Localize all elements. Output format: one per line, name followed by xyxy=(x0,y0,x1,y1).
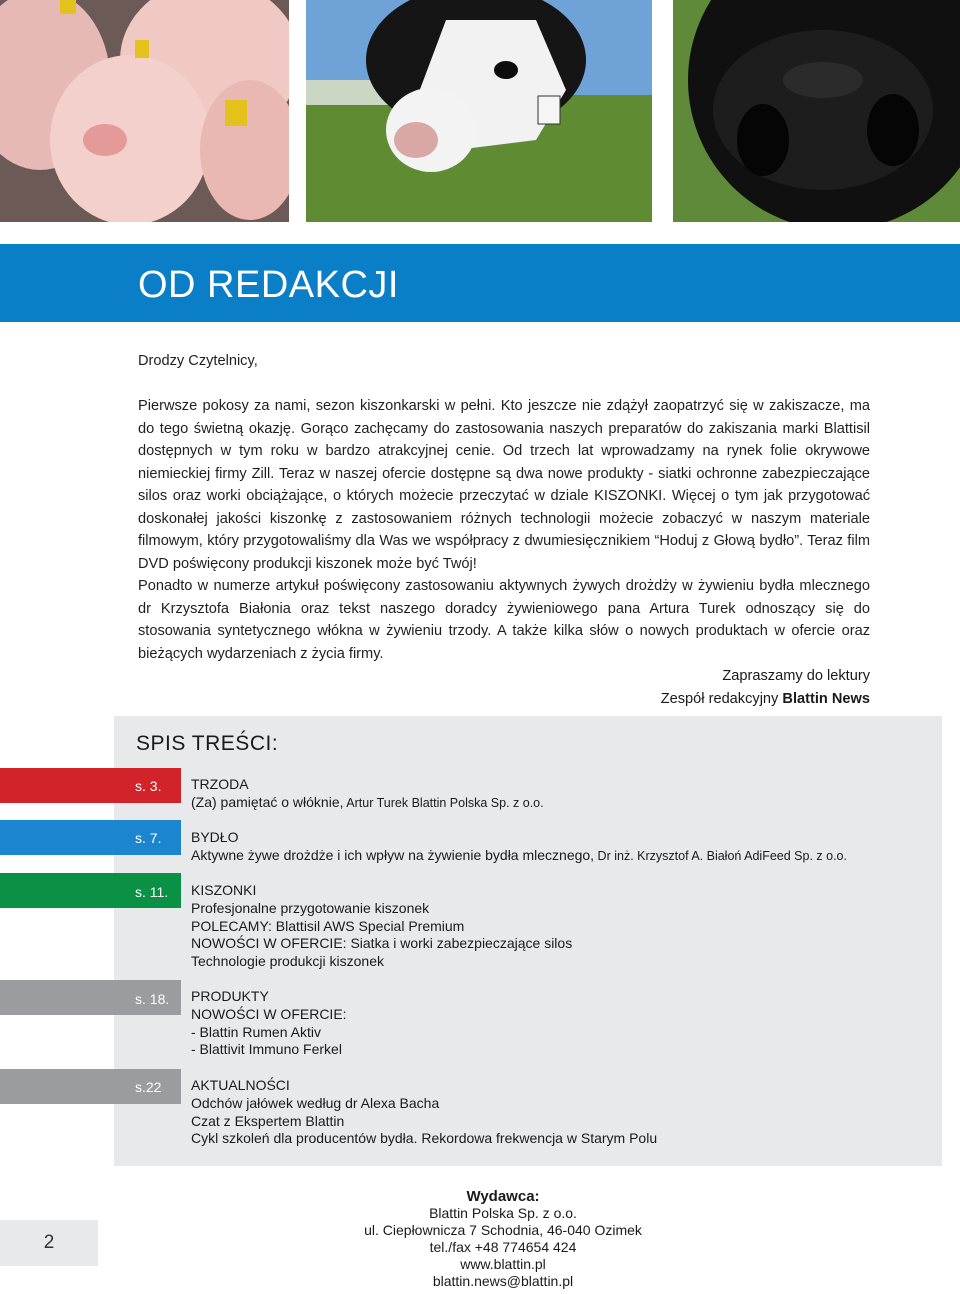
toc-entry-line: Technologie produkcji kiszonek xyxy=(191,953,384,970)
toc-entry-line: NOWOŚCI W OFERCIE: Siatka i worki zabezpieczające silos xyxy=(191,935,573,952)
toc-article-title: Aktywne żywe drożdże i ich wpływ na żywienie bydła mlecznego, xyxy=(191,846,595,863)
toc-page-number[interactable]: s. 18. xyxy=(135,991,170,1007)
toc-entry-line xyxy=(191,847,847,866)
toc-page-number[interactable]: s. 11. xyxy=(135,884,169,900)
toc-page-number[interactable]: s. 7. xyxy=(135,830,162,846)
toc-entry-line: - Blattivit Immuno Ferkel xyxy=(191,1041,342,1058)
toc-entry-produkty[interactable] xyxy=(191,988,347,1059)
toc-title: SPIS TREŚCI: xyxy=(136,732,279,755)
toc-entry-line: BYDŁO xyxy=(191,829,239,845)
section-banner xyxy=(0,244,960,322)
toc-entry-line: POLECAMY: Blattisil AWS Special Premium xyxy=(191,917,465,934)
letter-signature xyxy=(661,665,870,710)
letter-body xyxy=(138,395,870,665)
toc-entry-line: AKTUALNOŚCI xyxy=(191,1077,290,1093)
signature-line xyxy=(661,688,870,711)
publisher-heading: Wydawca: xyxy=(466,1188,540,1205)
publisher-phone: tel./fax +48 774654 424 xyxy=(429,1239,577,1255)
toc-article-author: Artur Turek Blattin Polska Sp. z o.o. xyxy=(343,795,544,810)
photo-nose xyxy=(673,0,960,222)
page-number: 2 xyxy=(43,1232,55,1253)
toc-entry-line: PRODUKTY xyxy=(191,988,269,1004)
toc-entry-line: TRZODA xyxy=(191,776,249,792)
toc-entry-line: Czat z Ekspertem Blattin xyxy=(191,1112,345,1129)
closing-line: Zapraszamy do lektury xyxy=(722,668,870,684)
toc-page-number[interactable]: s. 3. xyxy=(135,778,162,794)
publisher-website[interactable]: www.blattin.pl xyxy=(460,1256,546,1272)
toc-entry-line: Profesjonalne przygotowanie kiszonek xyxy=(191,899,430,916)
toc-page-number[interactable]: s.22 xyxy=(135,1079,162,1095)
letter-paragraph-2: Ponadto w numerze artykuł poświęcony zastosowaniu aktywnych żywych drożdży w żywieniu bydła mlecznego dr Krzysztofa Białonia oraz tekst naszego doradcy żywieniowego pana Artura Turek odnoszący się do stosowania syntetycznego włókna w żywieniu trzody. A także kilka słów o nowych produktach w ofercie oraz bieżących wydarzeniach z życia firmy. xyxy=(138,578,870,662)
toc-entry-aktualnosci[interactable] xyxy=(191,1077,657,1148)
toc-entry-trzoda[interactable] xyxy=(191,776,544,813)
page-number-box xyxy=(0,1220,98,1266)
toc-entry-line: - Blattin Rumen Aktiv xyxy=(191,1023,321,1040)
publisher-info xyxy=(320,1188,686,1290)
photo-cow xyxy=(306,0,652,222)
page-title: OD REDAKCJI xyxy=(138,264,399,306)
toc-entry-bydlo[interactable] xyxy=(191,829,847,866)
toc-entry-line: NOWOŚCI W OFERCIE: xyxy=(191,1005,347,1022)
publisher-company: Blattin Polska Sp. z o.o. xyxy=(429,1205,577,1221)
publisher-address: ul. Ciepłownicza 7 Schodnia, 46-040 Ozimek xyxy=(364,1222,642,1238)
toc-entry-kiszonki[interactable] xyxy=(191,882,572,971)
toc-entry-line: Cykl szkoleń dla producentów bydła. Rekordowa frekwencja w Starym Polu xyxy=(191,1130,658,1147)
toc-article-title: (Za) pamiętać o włóknie, xyxy=(191,793,344,810)
toc-entry-line xyxy=(191,794,544,813)
toc-entry-line: Odchów jałówek według dr Alexa Bacha xyxy=(191,1094,440,1111)
signature-prefix: Zespół redakcyjny xyxy=(660,690,779,707)
letter-paragraph-1: Pierwsze pokosy za nami, sezon kiszonkarski w pełni. Kto jeszcze nie zdążył zaopatrzyć się w zakiszacze, ma do tego świetną okazję. Gorąco zachęcamy do zastosowania naszych preparatów do zakiszania marki Blattisil dostępnych w tym roku w bardzo atrakcyjnej cenie. Od trzech lat wprowadzamy na rynek folie okrywowe niemieckiej firmy Zill. Teraz w naszej ofercie dostępne są dwa nowe produkty - siatki ochronne zabezpieczające silos oraz worki obciążające, o których możecie przeczytać w dziale KISZONKI. Więcej o tym jak przygotować doskonałej jakości kiszonkę z zastosowaniem różnych technologii możecie zobaczyć w naszym materiale filmowym, który przygotowaliśmy dla Was we współpracy z dwumiesięcznikiem “Hoduj z Głową bydło”. Teraz film DVD poświęcony produkcji kiszonek może być Twój! xyxy=(138,398,870,572)
publisher-email[interactable]: blattin.news@blattin.pl xyxy=(432,1273,574,1289)
photo-pigs xyxy=(0,0,289,222)
signature-brand: Blattin News xyxy=(782,690,870,707)
toc-article-author: Dr inż. Krzysztof A. Białoń AdiFeed Sp. z o.o. xyxy=(594,848,847,863)
toc-entry-line: KISZONKI xyxy=(191,882,257,898)
letter-greeting: Drodzy Czytelnicy, xyxy=(138,353,258,369)
